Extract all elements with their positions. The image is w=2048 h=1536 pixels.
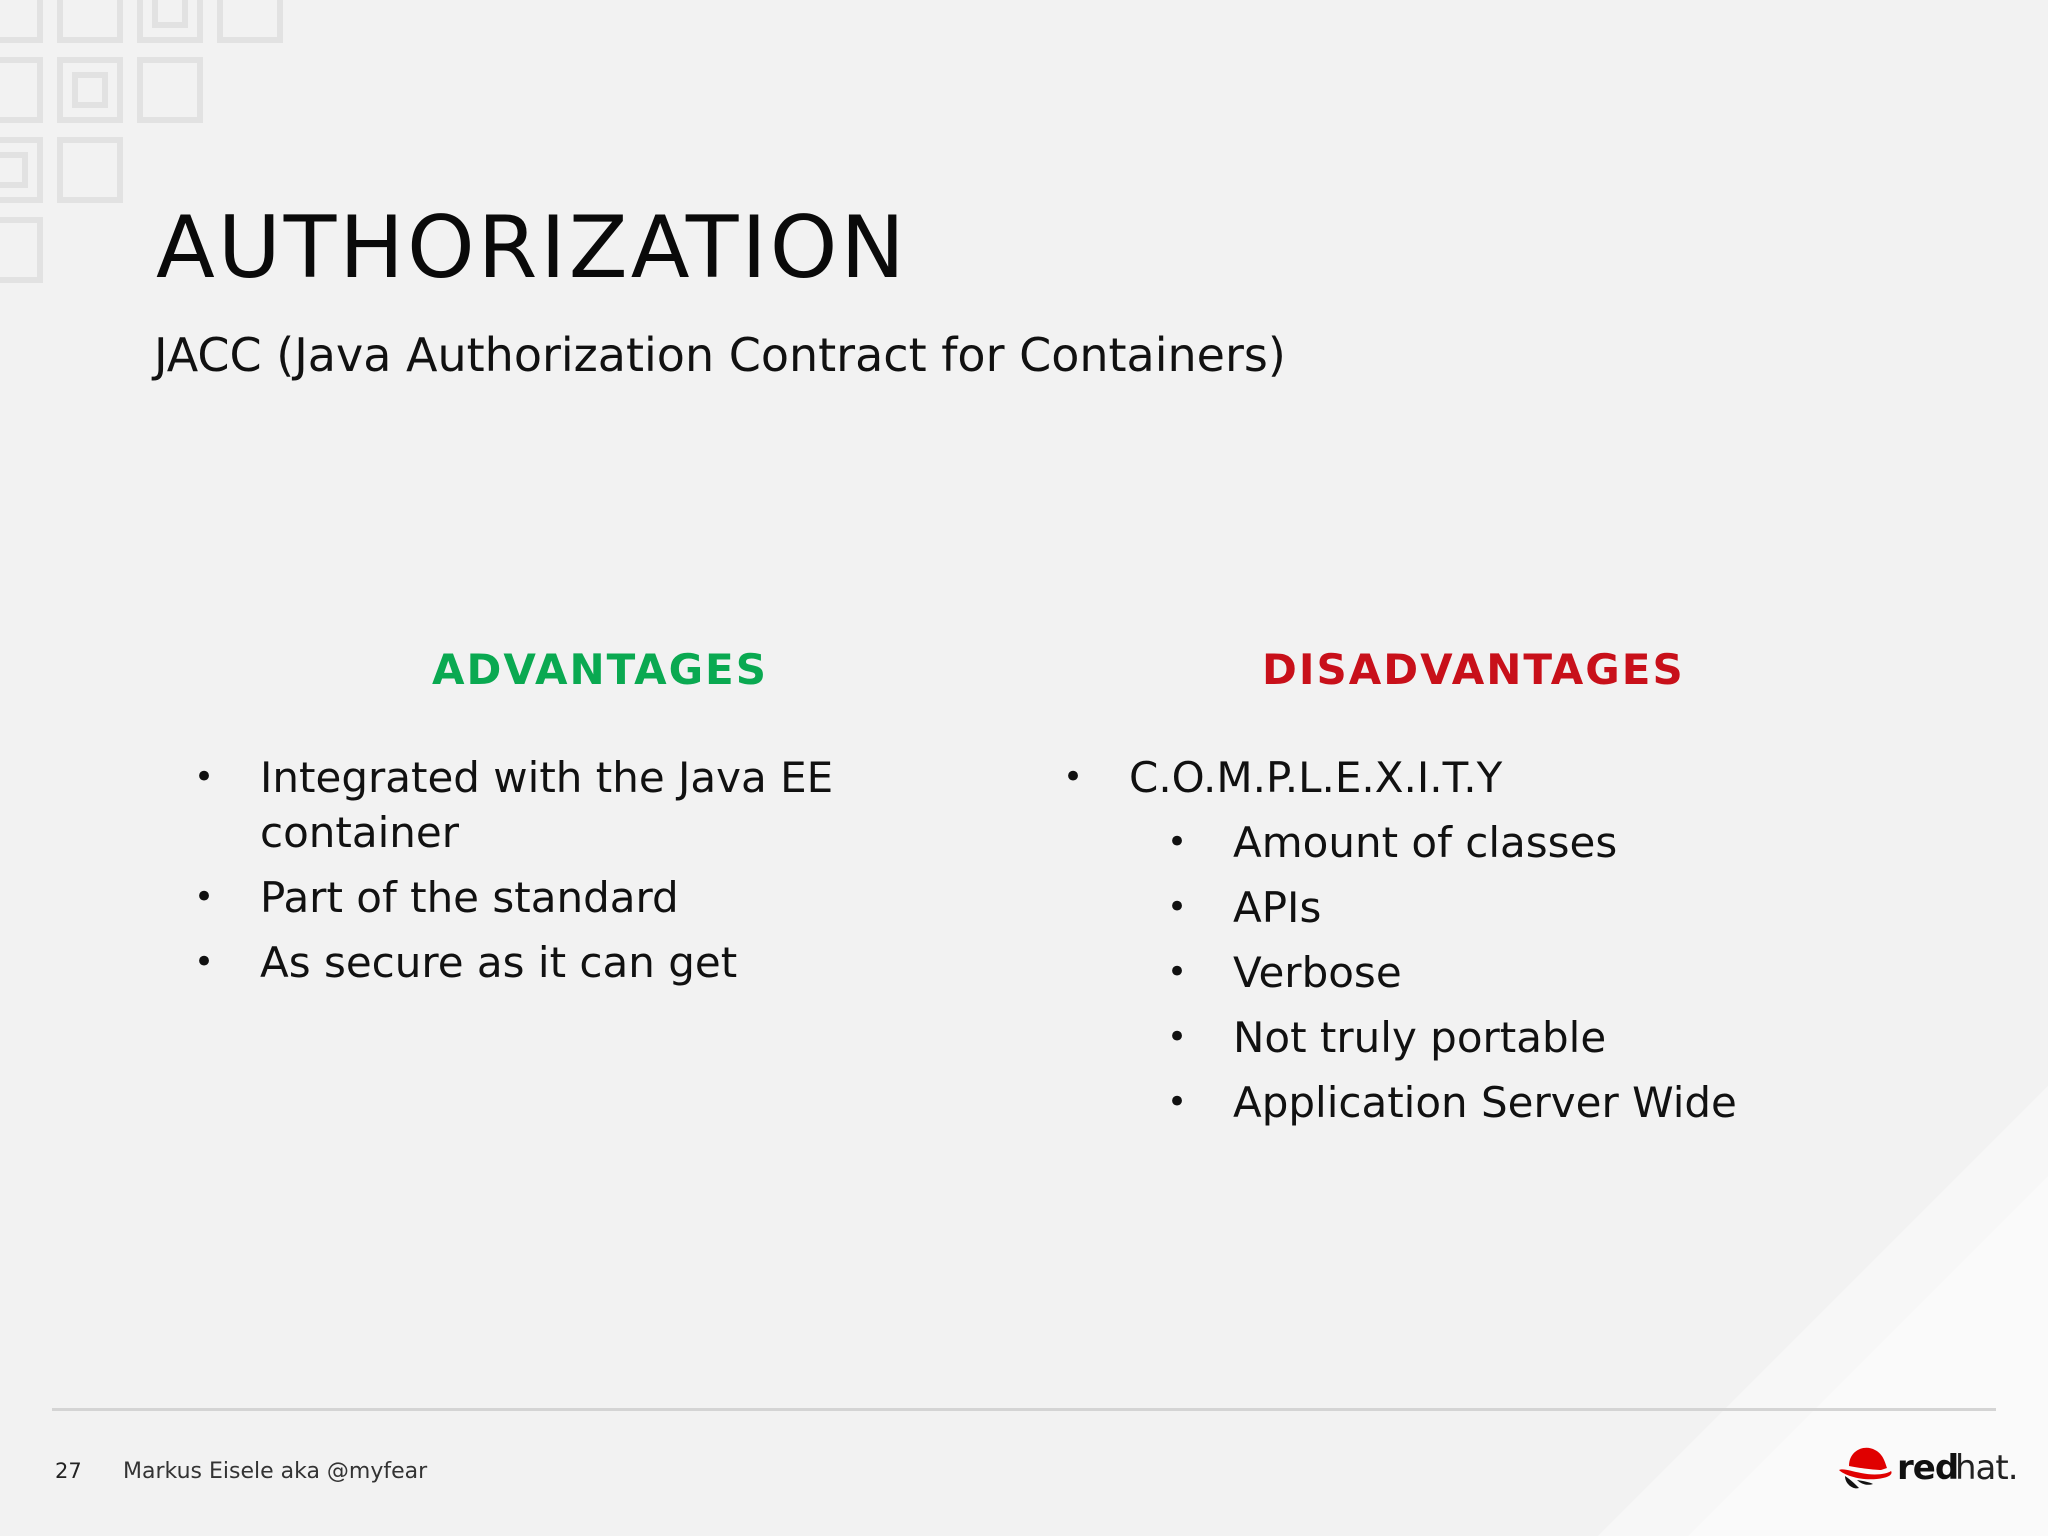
bullet-icon: • — [1167, 822, 1188, 862]
page-number: 27 — [55, 1459, 82, 1483]
slide-subtitle: JACC (Java Authorization Contract for Containers) — [154, 328, 1286, 382]
sub-list-item — [1063, 1010, 1863, 1065]
footer-author: Markus Eisele aka @myfear — [123, 1459, 428, 1484]
footer-divider — [52, 1408, 1996, 1411]
list-item-text: APIs — [1233, 883, 1322, 932]
list-item-text: Not truly portable — [1233, 1013, 1607, 1062]
advantages-list — [194, 750, 874, 1000]
disadvantages-heading: DISADVANTAGES — [1262, 645, 1685, 694]
bullet-icon: • — [1063, 757, 1084, 797]
list-item-text: Part of the standard — [260, 873, 679, 922]
bullet-icon: • — [194, 757, 215, 797]
list-item-text: Integrated with the Java EE container — [260, 753, 834, 857]
sub-list-item — [1063, 815, 1863, 870]
disadvantages-list — [1063, 750, 1863, 1140]
sub-list-item — [1063, 945, 1863, 1000]
list-item-text: Verbose — [1233, 948, 1402, 997]
list-item — [1063, 750, 1863, 805]
redhat-shadowman-icon — [1835, 1440, 1895, 1496]
bullet-icon: • — [1167, 1017, 1188, 1057]
list-item — [194, 870, 874, 925]
bullet-icon: • — [1167, 952, 1188, 992]
bullet-icon: • — [194, 942, 215, 982]
bullet-icon: • — [194, 877, 215, 917]
list-item-text: C.O.M.P.L.E.X.I.T.Y — [1129, 753, 1503, 802]
logo-text-hat: hat. — [1955, 1448, 2018, 1488]
bullet-icon: • — [1167, 1082, 1188, 1122]
list-item-text: Application Server Wide — [1233, 1078, 1737, 1127]
list-item-text: Amount of classes — [1233, 818, 1618, 867]
sub-list-item — [1063, 880, 1863, 935]
list-item-text: As secure as it can get — [260, 938, 738, 987]
slide-title: AUTHORIZATION — [156, 198, 908, 298]
advantages-heading: ADVANTAGES — [432, 645, 768, 694]
redhat-logo — [1835, 1440, 2018, 1496]
bullet-icon: • — [1167, 887, 1188, 927]
logo-text-red: red — [1897, 1448, 1959, 1488]
list-item — [194, 750, 874, 860]
list-item — [194, 935, 874, 990]
sub-list-item — [1063, 1075, 1863, 1130]
